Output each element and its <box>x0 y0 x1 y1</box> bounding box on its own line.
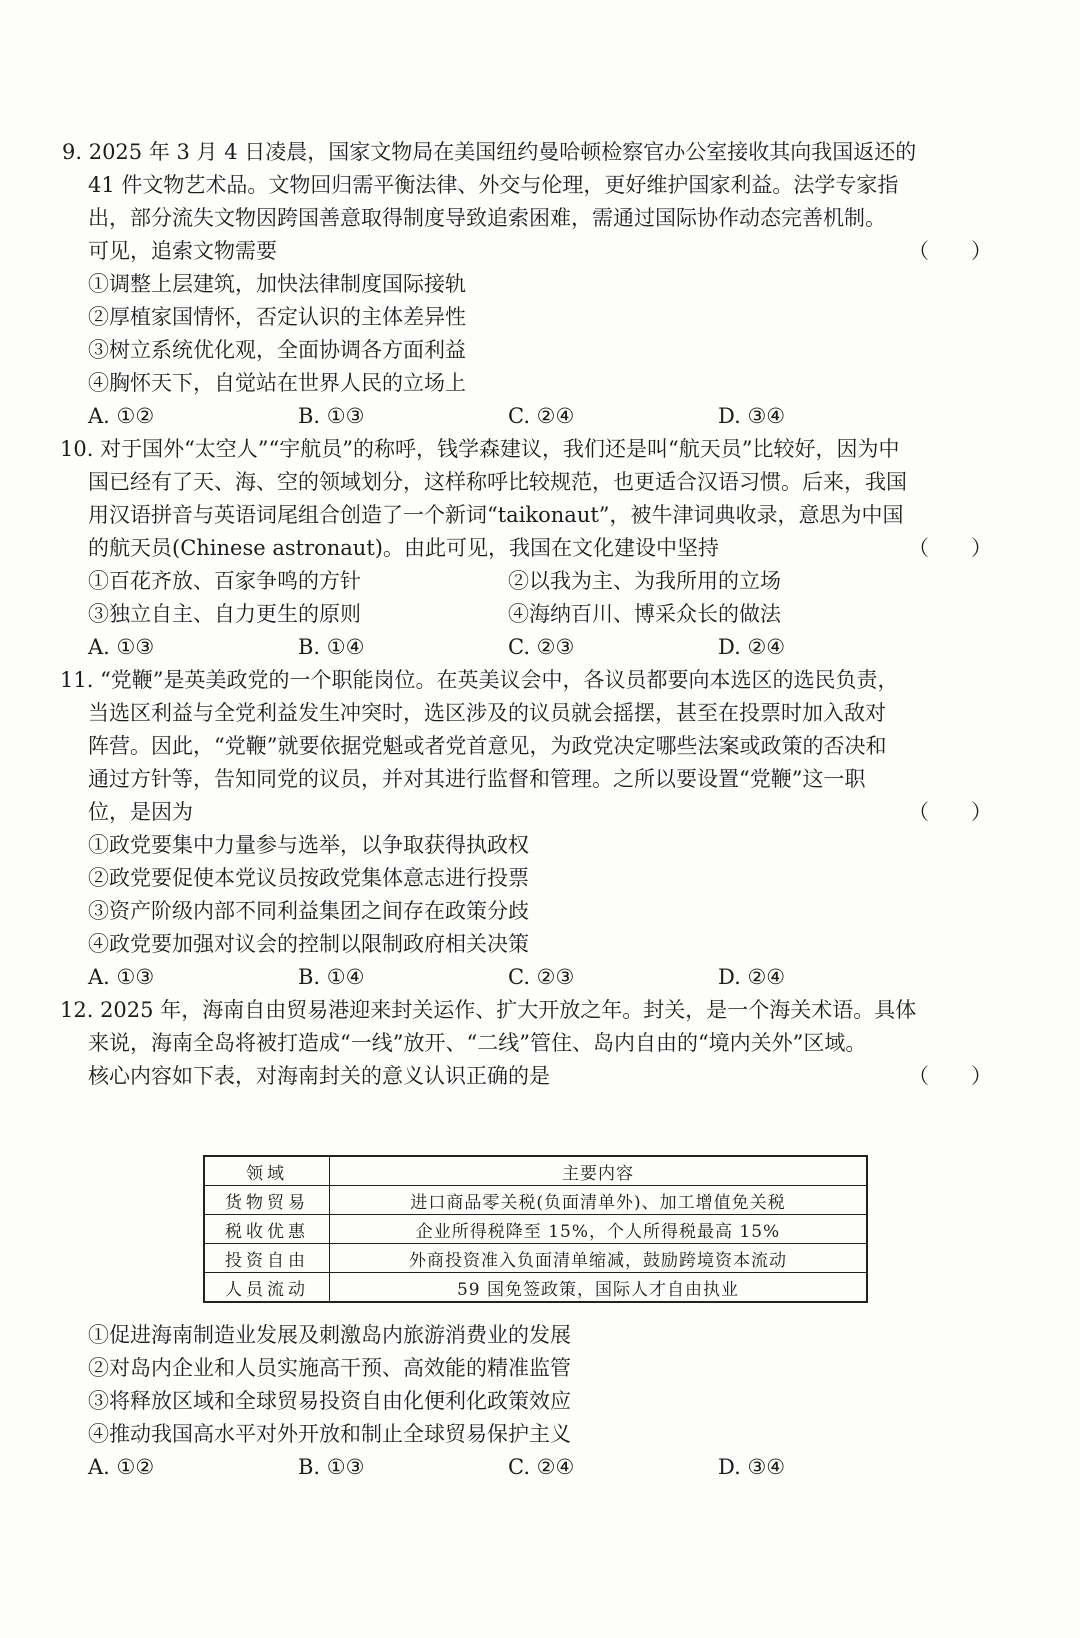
question-text-line: 阵营。因此，“党鞭”就要依据党魁或者党首意见，为政党决定哪些法案或政策的否决和 <box>88 734 887 758</box>
choice-b[interactable]: B. ①④ <box>298 635 365 659</box>
question-text-line: 通过方针等，告知同党的议员，并对其进行监督和管理。之所以要设置“党鞭”这一职 <box>88 767 866 791</box>
choice-c[interactable]: C. ②③ <box>508 965 575 989</box>
option-item: ①政党要集中力量参与选举，以争取获得执政权 <box>88 833 529 857</box>
answer-parentheses: （ ） <box>908 239 992 263</box>
question-text-line: 用汉语拼音与英语词尾组合创造了一个新词“taikonaut”，被牛津词典收录，意思为中国 <box>88 503 904 527</box>
choice-c[interactable]: C. ②④ <box>508 404 575 428</box>
table-cell: 人员流动 <box>204 1273 330 1303</box>
answer-parentheses: （ ） <box>908 1064 992 1088</box>
table-row <box>204 1273 867 1303</box>
question-text-line: 位，是因为 <box>88 800 193 824</box>
choice-d[interactable]: D. ②④ <box>718 965 786 989</box>
question-text-line: 出，部分流失文物因跨国善意取得制度导致追索困难，需通过国际协作动态完善机制。 <box>88 206 886 230</box>
hainan-policy-table <box>203 1155 868 1303</box>
option-item: ③独立自主、自力更生的原则 <box>88 602 361 626</box>
option-item: ④推动我国高水平对外开放和制止全球贸易保护主义 <box>88 1422 571 1446</box>
option-item: ②以我为主、为我所用的立场 <box>508 569 781 593</box>
option-item: ④胸怀天下，自觉站在世界人民的立场上 <box>88 371 466 395</box>
table-cell: 进口商品零关税(负面清单外)、加工增值免关税 <box>330 1186 868 1215</box>
table-cell: 企业所得税降至 15%，个人所得税最高 15% <box>330 1215 868 1244</box>
table-header-row <box>204 1156 867 1186</box>
option-item: ④政党要加强对议会的控制以限制政府相关决策 <box>88 932 529 956</box>
option-item: ②政党要促使本党议员按政党集体意志进行投票 <box>88 866 529 890</box>
option-item: ③树立系统优化观，全面协调各方面利益 <box>88 338 466 362</box>
choice-a[interactable]: A. ①② <box>88 1455 155 1479</box>
question-text-line: 9. 2025 年 3 月 4 日凌晨，国家文物局在美国纽约曼哈顿检察官办公室接收其向我国返还的 <box>62 140 917 164</box>
table-row <box>204 1244 867 1273</box>
choice-d[interactable]: D. ②④ <box>718 635 786 659</box>
table-cell: 59 国免签政策，国际人才自由执业 <box>330 1273 868 1303</box>
choice-a[interactable]: A. ①③ <box>88 965 155 989</box>
table-cell: 货物贸易 <box>204 1186 330 1215</box>
option-item: ②厚植家国情怀，否定认识的主体差异性 <box>88 305 466 329</box>
table-row <box>204 1186 867 1215</box>
choice-d[interactable]: D. ③④ <box>718 1455 786 1479</box>
choice-b[interactable]: B. ①③ <box>298 1455 365 1479</box>
question-text-line: 的航天员(Chinese astronaut)。由此可见，我国在文化建设中坚持 <box>88 536 719 560</box>
question-text-line: 来说，海南全岛将被打造成“一线”放开、“二线”管住、岛内自由的“境内关外”区域。 <box>88 1031 867 1055</box>
option-item: ①百花齐放、百家争鸣的方针 <box>88 569 361 593</box>
question-text-line: 10. 对于国外“太空人”“宇航员”的称呼，钱学森建议，我们还是叫“航天员”比较好，因为中 <box>60 437 900 461</box>
option-item: ①促进海南制造业发展及刺激岛内旅游消费业的发展 <box>88 1323 571 1347</box>
table-cell: 投资自由 <box>204 1244 330 1273</box>
option-item: ③资产阶级内部不同利益集团之间存在政策分歧 <box>88 899 529 923</box>
choice-d[interactable]: D. ③④ <box>718 404 786 428</box>
choice-c[interactable]: C. ②④ <box>508 1455 575 1479</box>
choice-a[interactable]: A. ①③ <box>88 635 155 659</box>
question-text-line: 可见，追索文物需要 <box>88 239 277 263</box>
answer-parentheses: （ ） <box>908 536 992 560</box>
table-row <box>204 1215 867 1244</box>
question-text-line: 12. 2025 年，海南自由贸易港迎来封关运作、扩大开放之年。封关，是一个海关术语。具体 <box>60 998 917 1022</box>
answer-parentheses: （ ） <box>908 800 992 824</box>
option-item: ②对岛内企业和人员实施高干预、高效能的精准监管 <box>88 1356 571 1380</box>
choice-a[interactable]: A. ①② <box>88 404 155 428</box>
question-text-line: 国已经有了天、海、空的领域划分，这样称呼比较规范，也更适合汉语习惯。后来，我国 <box>88 470 907 494</box>
choice-b[interactable]: B. ①④ <box>298 965 365 989</box>
question-text-line: 41 件文物艺术品。文物回归需平衡法律、外交与伦理，更好维护国家利益。法学专家指 <box>88 173 899 197</box>
table-cell: 外商投资准入负面清单缩减，鼓励跨境资本流动 <box>330 1244 868 1273</box>
option-item: ④海纳百川、博采众长的做法 <box>508 602 781 626</box>
option-item: ③将释放区域和全球贸易投资自由化便利化政策效应 <box>88 1389 571 1413</box>
question-text-line: 当选区利益与全党利益发生冲突时，选区涉及的议员就会摇摆，甚至在投票时加入敌对 <box>88 701 886 725</box>
choice-b[interactable]: B. ①③ <box>298 404 365 428</box>
table-cell: 税收优惠 <box>204 1215 330 1244</box>
choice-c[interactable]: C. ②③ <box>508 635 575 659</box>
table-header-cell: 领域 <box>204 1156 330 1186</box>
option-item: ①调整上层建筑，加快法律制度国际接轨 <box>88 272 466 296</box>
question-text-line: 核心内容如下表，对海南封关的意义认识正确的是 <box>88 1064 550 1088</box>
question-text-line: 11. “党鞭”是英美政党的一个职能岗位。在英美议会中，各议员都要向本选区的选民负责， <box>60 668 899 692</box>
table-header-cell: 主要内容 <box>330 1156 868 1186</box>
